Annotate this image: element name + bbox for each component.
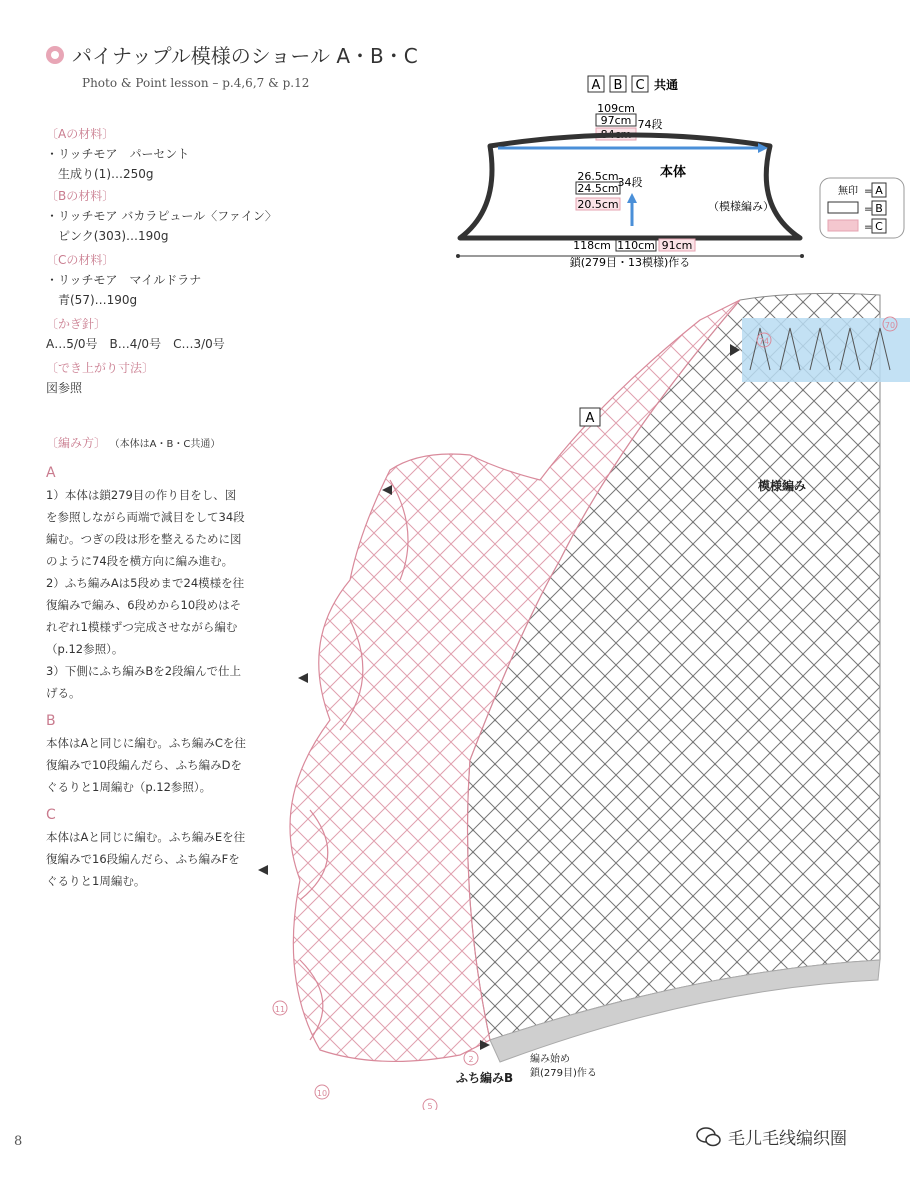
size-heading: 〔でき上がり寸法〕	[46, 361, 155, 375]
svg-text:10: 10	[316, 1089, 328, 1098]
watermark-text: 毛儿毛线编织圈	[728, 1129, 847, 1149]
size-legend	[820, 178, 904, 238]
common-label: 共通	[654, 78, 679, 92]
materials-a-heading: 〔Aの材料〕	[46, 127, 115, 141]
height: 26.5cm	[577, 170, 619, 183]
chat-bubble-icon	[696, 1126, 722, 1148]
flower-bullet-icon	[46, 46, 64, 64]
top-width: 109cm	[597, 102, 635, 115]
size-line: 図参照	[46, 381, 83, 395]
arrow-left-icon	[298, 673, 308, 683]
row-marker	[464, 1051, 478, 1065]
materials-a-line: ・リッチモア パーセント	[46, 147, 190, 161]
instruction-step: 1）本体は鎖279目の作り目をし、図を参照しながら両端で減目をして34段編む。つぎの段は形を整えるために図のように74段を横方向に編み進む。	[46, 488, 245, 568]
size-box	[632, 76, 648, 93]
bottom-width: 91cm	[661, 239, 693, 252]
page-title	[46, 40, 418, 69]
instruction-step: 本体はAと同じに編む。ふち編みEを往復編みで16段編んだら、ふち編みFをぐるりと1周編む。	[46, 830, 246, 888]
height: 20.5cm	[577, 198, 619, 211]
materials-c-heading: 〔Cの材料〕	[46, 253, 115, 267]
height: 24.5cm	[577, 182, 619, 195]
pattern-note: （模様編み）	[708, 200, 774, 213]
svg-text:C: C	[635, 78, 645, 93]
arrow-left-icon	[258, 865, 268, 875]
top-rows: 74段	[637, 118, 663, 131]
svg-text:2: 2	[468, 1055, 474, 1064]
body-label: 本体	[660, 165, 687, 180]
group-label-a: A	[46, 465, 56, 481]
pattern-label: 模様編み	[758, 479, 807, 493]
size-box	[610, 76, 626, 93]
svg-text:=: =	[864, 186, 873, 197]
start-chain: 鎖(279目)作る	[530, 1068, 597, 1079]
materials-c-line: 青(57)…190g	[46, 293, 138, 307]
row-marker	[423, 1099, 437, 1110]
chart-letter: A	[585, 411, 595, 426]
row-marker	[315, 1085, 329, 1099]
svg-text:74: 74	[758, 337, 770, 346]
body-pattern-area	[468, 293, 881, 1040]
bottom-width: 118cm	[573, 239, 611, 252]
row-marker	[273, 1001, 287, 1015]
group-label-b: B	[46, 713, 56, 729]
chain-note: 鎖(279目・13模様)作る	[569, 256, 691, 269]
bottom-width: 110cm	[617, 239, 655, 252]
materials-b-line: ・リッチモア バカラピュール〈ファイン〉	[46, 209, 277, 223]
edging-label: ふち編みB	[456, 1071, 514, 1085]
svg-text:70: 70	[884, 321, 896, 330]
materials-b	[46, 186, 277, 246]
materials-a	[46, 124, 189, 184]
body-rows: 34段	[617, 176, 643, 189]
size-box	[588, 76, 604, 93]
instruction-step: 3）下側にふち編みBを2段編んで仕上げる。	[46, 664, 242, 700]
instruction-step: 2）ふち編みAは5段めまで24模様を往復編みで編み、6段めから10段めはそれぞれ1模様ずつ完成させながら編む（p.12参照）。	[46, 576, 245, 656]
materials-b-heading: 〔Bの材料〕	[46, 189, 115, 203]
crochet-chart	[0, 280, 910, 1110]
method-heading: 〔編み方〕	[46, 436, 107, 450]
materials-b-line: ピンク(303)…190g	[46, 229, 169, 243]
start-label: 編み始め	[530, 1054, 570, 1065]
method-note: （本体はA・B・C共通）	[109, 439, 221, 450]
materials-a-line: 生成り(1)…250g	[46, 167, 154, 181]
svg-text:B: B	[613, 78, 623, 93]
svg-text:A: A	[591, 78, 601, 93]
arrow-up-icon	[627, 193, 637, 203]
svg-text:=: =	[864, 204, 873, 215]
legend-value: C	[875, 220, 883, 233]
top-width: 84cm	[600, 128, 632, 141]
materials-c-line: ・リッチモア マイルドラナ	[46, 273, 202, 287]
instruction-step: 本体はAと同じに編む。ふち編みCを往復編みで10段編んだら、ふち編みDをぐるりと1周編む（p.12参照）。	[46, 736, 246, 794]
svg-text:11: 11	[274, 1005, 286, 1014]
legend-value: B	[875, 202, 883, 215]
top-width: 97cm	[600, 114, 632, 127]
title-text: パイナップル模様のショール A・B・C	[72, 44, 418, 68]
legend-key: 無印	[838, 186, 858, 197]
page-number: 8	[14, 1134, 23, 1149]
svg-text:=: =	[864, 222, 873, 233]
legend-value: A	[875, 184, 883, 197]
lesson-reference: Photo & Point lesson – p.4,6,7 & p.12	[82, 76, 310, 90]
shawl-schematic	[440, 68, 910, 278]
hook-heading: 〔かぎ針〕	[46, 317, 107, 331]
hook-line: A…5/0号 B…4/0号 C…3/0号	[46, 337, 225, 351]
watermark	[696, 1124, 847, 1149]
svg-text:5: 5	[427, 1102, 433, 1110]
group-label-c: C	[46, 807, 56, 823]
